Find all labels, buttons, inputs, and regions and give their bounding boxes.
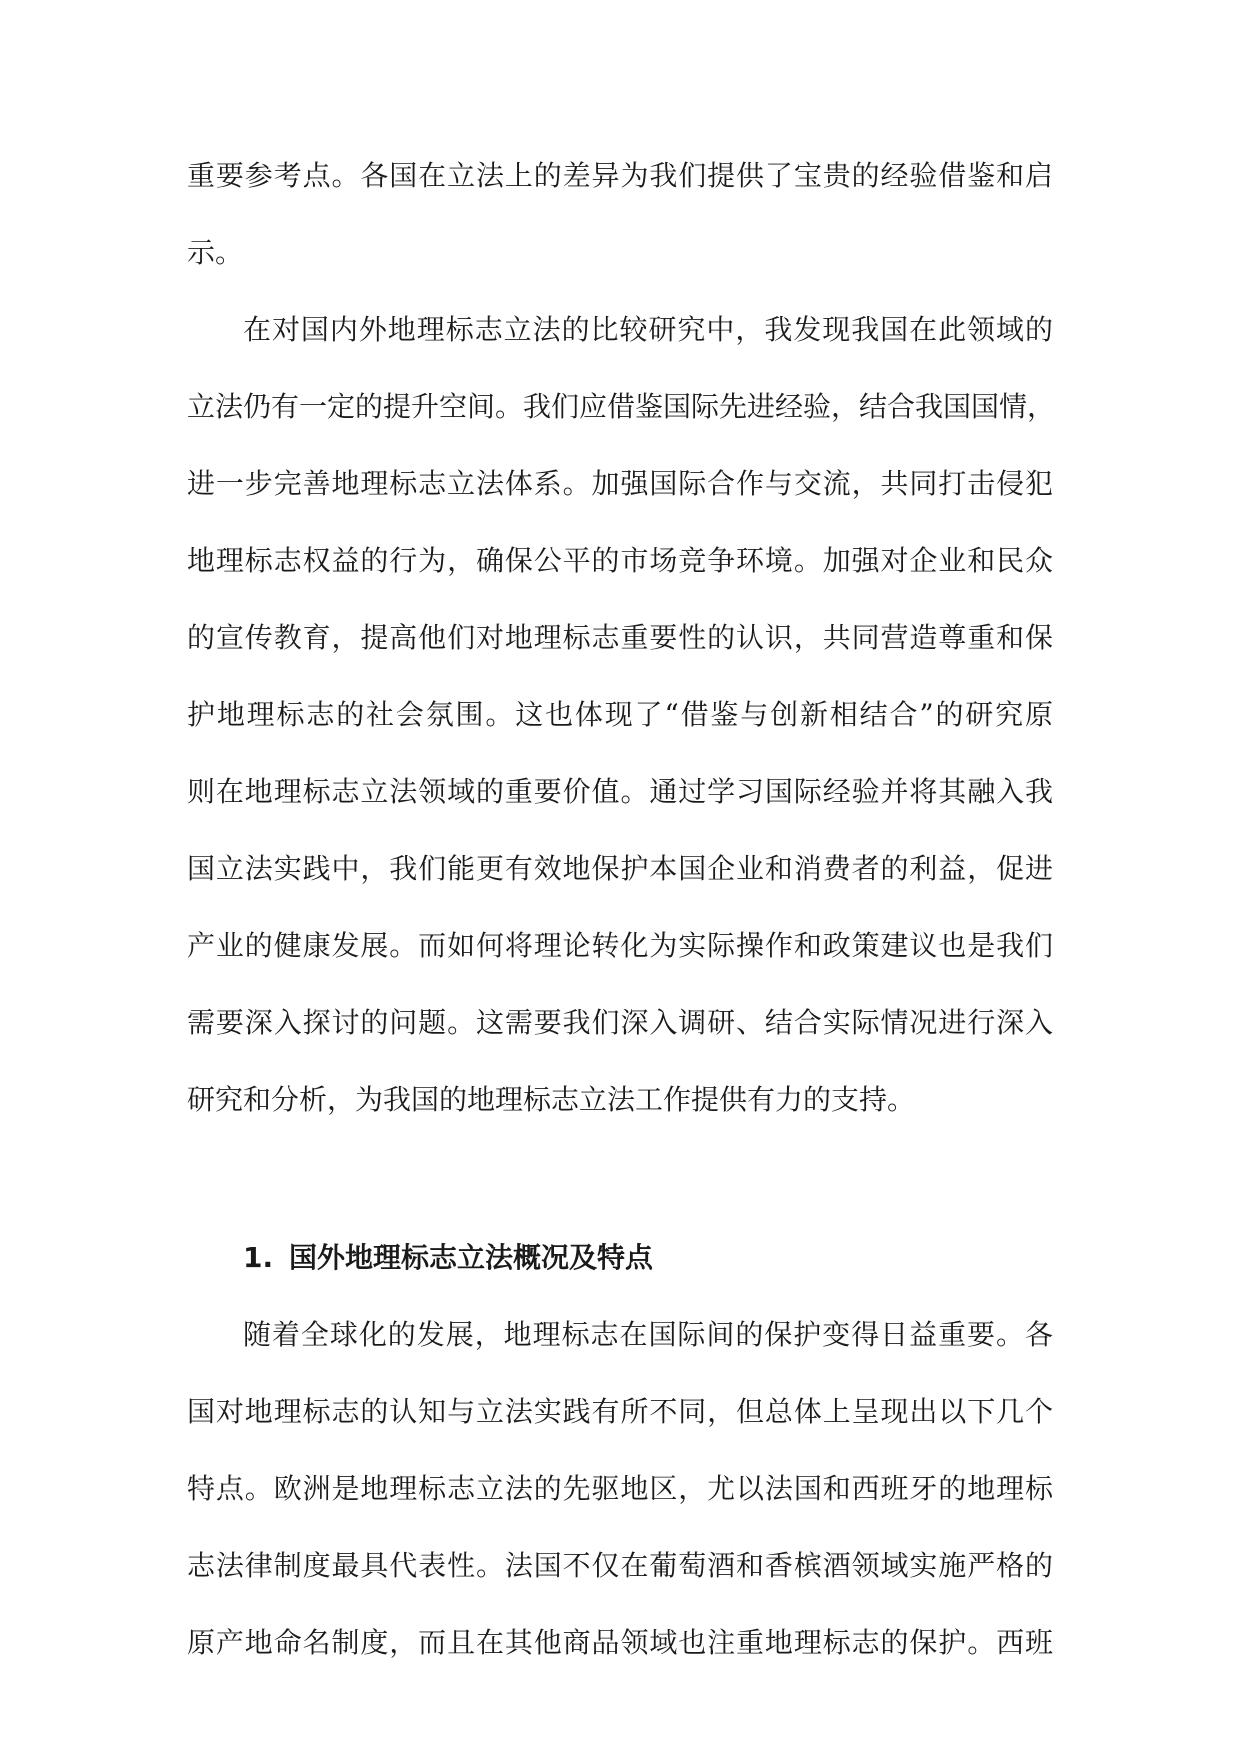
section-paragraph-line-2: 国对地理标志的认知与立法实践有所不同，但总体上呈现出以下几个	[187, 1395, 1053, 1428]
paragraph-2-line-5: 的宣传教育，提高他们对地理标志重要性的认识，共同营造尊重和保	[187, 621, 1053, 654]
paragraph-2-line-11: 研究和分析，为我国的地理标志立法工作提供有力的支持。	[187, 1083, 916, 1116]
section-heading-title: 国外地理标志立法概况及特点	[289, 1241, 654, 1274]
paragraph-2-line-4: 地理标志权益的行为，确保公平的市场竞争环境。加强对企业和民众	[187, 544, 1053, 577]
paragraph-2-line-3: 进一步完善地理标志立法体系。加强国际合作与交流，共同打击侵犯	[187, 467, 1053, 500]
heading-spacer	[187, 1149, 1053, 1230]
section-paragraph-line-3: 特点。欧洲是地理标志立法的先驱地区，尤以法国和西班牙的地理标	[187, 1472, 1053, 1505]
paragraph-2-line-8: 国立法实践中，我们能更有效地保护本国企业和消费者的利益，促进	[187, 852, 1053, 885]
section-heading-number: 1.	[243, 1241, 274, 1274]
paragraph-2-line-7: 则在地理标志立法领域的重要价值。通过学习国际经验并将其融入我	[187, 775, 1053, 808]
paragraph-2-line-6: 护地理标志的社会氛围。这也体现了“借鉴与创新相结合”的研究原	[187, 698, 1053, 731]
body-text	[187, 148, 1056, 1692]
section-paragraph-line-5: 原产地命名制度，而且在其他商品领域也注重地理标志的保护。西班	[187, 1626, 1053, 1659]
section-paragraph-line-4: 志法律制度最具代表性。法国不仅在葡萄酒和香槟酒领域实施严格的	[187, 1549, 1053, 1582]
paragraph-2-line-9: 产业的健康发展。而如何将理论转化为实际操作和政策建议也是我们	[187, 929, 1053, 962]
section-heading	[187, 1230, 1053, 1307]
paragraph-2-line-1: 在对国内外地理标志立法的比较研究中，我发现我国在此领域的	[243, 313, 1053, 346]
paragraph-1-line-2: 示。	[187, 236, 244, 269]
section-paragraph-line-1: 随着全球化的发展，地理标志在国际间的保护变得日益重要。各	[243, 1318, 1053, 1351]
paragraph-1-line-1: 重要参考点。各国在立法上的差异为我们提供了宝贵的经验借鉴和启	[187, 159, 1053, 192]
paragraph-2-line-10: 需要深入探讨的问题。这需要我们深入调研、结合实际情况进行深入	[187, 1006, 1053, 1039]
paragraph-2-line-2: 立法仍有一定的提升空间。我们应借鉴国际先进经验，结合我国国情，	[187, 390, 1056, 423]
